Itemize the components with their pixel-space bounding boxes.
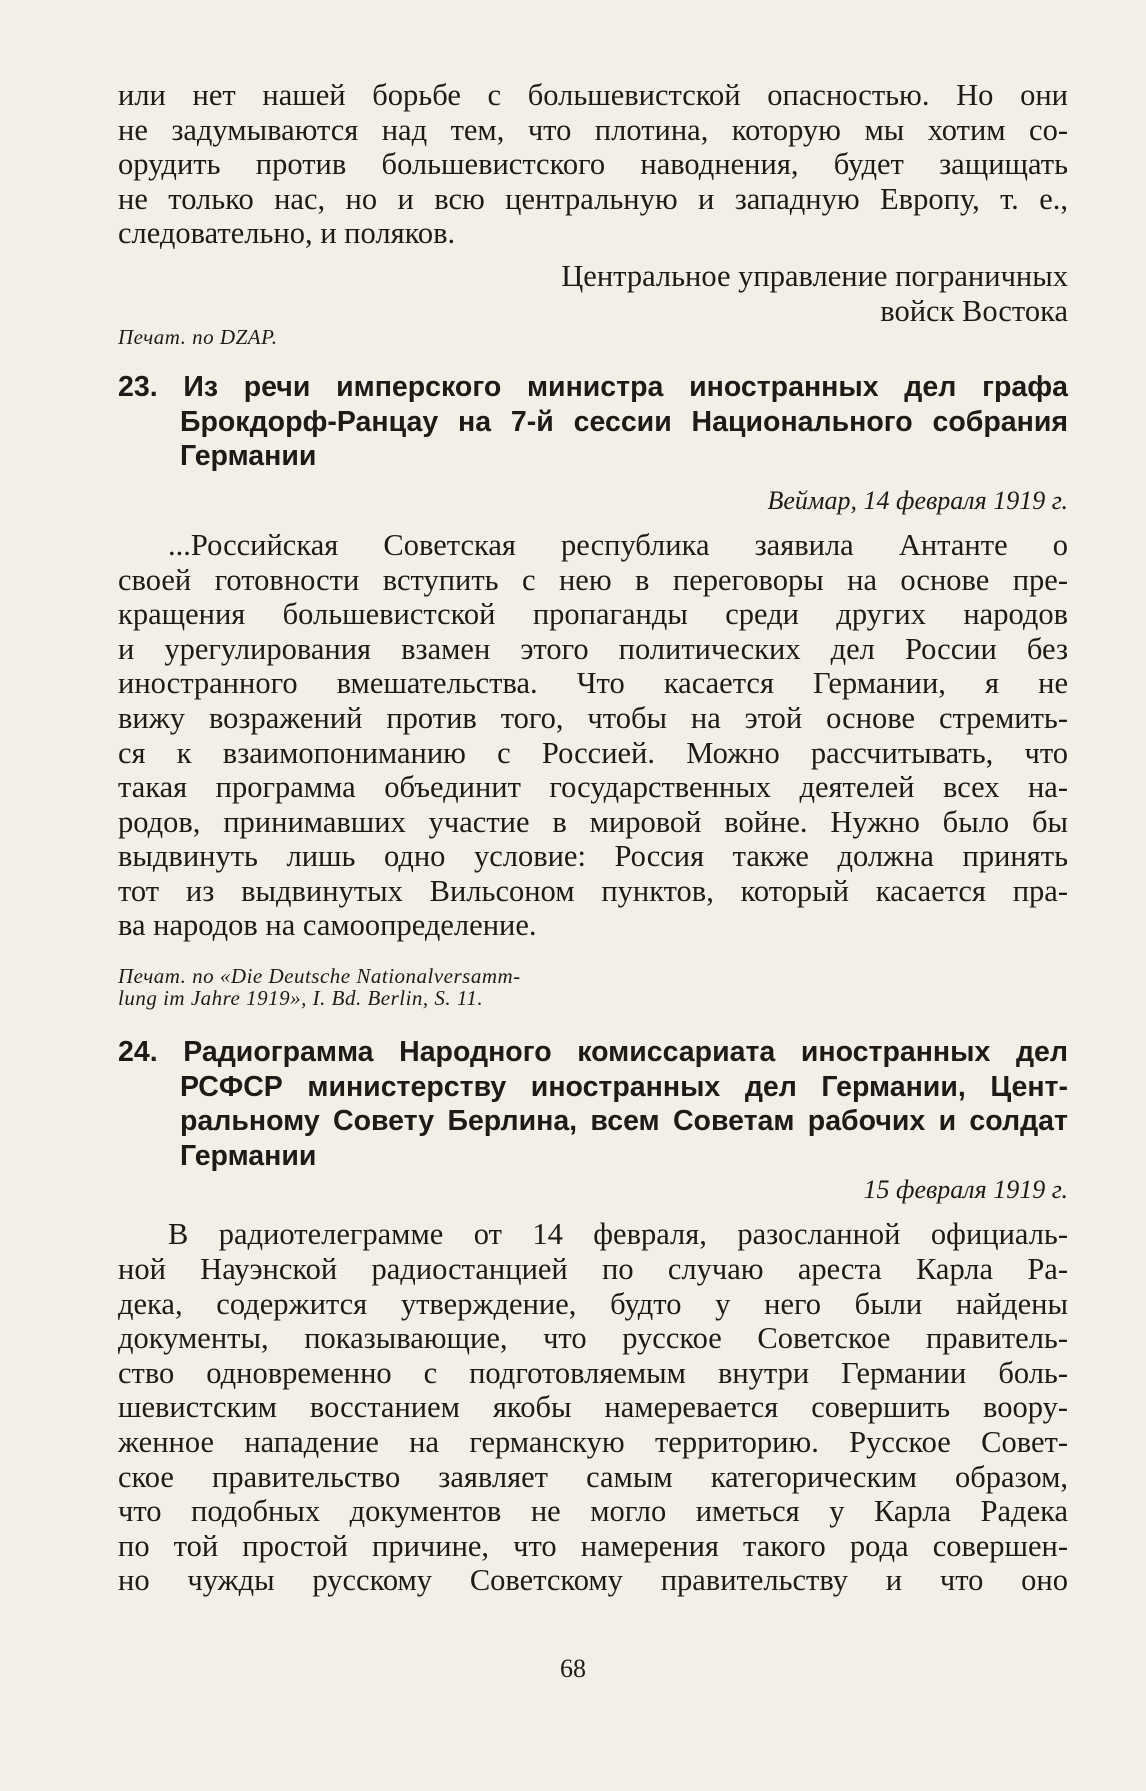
title-line: Брокдорф-Ранцау на 7-й сессии Национального собрания: [180, 405, 1068, 438]
text-line: или нет нашей борьбе с большевистской опасностью. Но они: [118, 78, 1068, 112]
text-line: по той простой причине, что намерения такого рода совершен-: [118, 1528, 1068, 1563]
text-line: женное нападение на германскую территорию. Русское Совет-: [118, 1425, 1068, 1459]
text-line: родов, принимавших участие в мировой войне. Нужно было бы: [118, 804, 1068, 839]
text-line: своей готовности вступить с нею в переговоры на основе пре-: [118, 562, 1068, 597]
text-line: ...Российская Советская республика заявила Антанте о: [168, 527, 1068, 562]
text-line: иностранного вмешательства. Что касается Германии, я не: [118, 666, 1068, 701]
signature-line: войск Востока: [880, 293, 1068, 328]
intro-paragraph: [118, 78, 1068, 251]
text-line: ское правительство заявляет самым категорическим образом,: [118, 1459, 1068, 1494]
title-line: Германии: [180, 440, 317, 473]
text-line: такая программа объединит государственных деятелей всех на-: [118, 770, 1068, 805]
signature-line: Центральное управление пограничных: [561, 258, 1068, 293]
text-line: ной Науэнской радиостанцией по случаю ареста Карла Ра-: [118, 1252, 1068, 1287]
doc24-body: [118, 1217, 1068, 1598]
text-line: орудить против большевистского наводнения, будет защищать: [118, 147, 1068, 182]
text-line: ва народов на самоопределение.: [118, 908, 537, 943]
text-line: не только нас, но и всю центральную и западную Европу, т. е.,: [118, 181, 1068, 216]
title-line: 24. Радиограмма Народного комиссариата иностранных дел: [118, 1036, 1068, 1069]
document-page: [118, 78, 1068, 1598]
text-line: но чужды русскому Советскому правительству и что оно: [118, 1563, 1068, 1598]
text-line: и урегулирования взамен этого политических дел России без: [118, 631, 1068, 666]
title-line: 23. Из речи имперского министра иностранных дел графа: [118, 371, 1068, 404]
text-line: дека, содержится утверждение, будто у него были найдены: [118, 1286, 1068, 1321]
text-line: вижу возражений против того, чтобы на этой основе стремить-: [118, 700, 1068, 735]
doc23-body: [118, 528, 1068, 943]
doc23-source: [118, 965, 1068, 1009]
source-note: Печат. по «Die Deutsche Nationalversamm-: [118, 964, 521, 989]
text-line: следовательно, и поляков.: [118, 216, 456, 251]
title-line: РСФСР министерству иностранных дел Германии, Цент-: [180, 1070, 1068, 1103]
text-line: выдвинуть лишь одно условие: Россия также должна принять: [118, 839, 1068, 874]
page-number: 68: [560, 1654, 586, 1683]
title-line: ральному Совету Берлина, всем Советам рабочих и солдат: [180, 1105, 1068, 1138]
title-line: Германии: [180, 1139, 317, 1172]
source-note: lung im Jahre 1919», I. Bd. Berlin, S. 11.: [118, 986, 484, 1011]
doc23-title: [118, 370, 1068, 474]
text-line: кращения большевистской пропаганды среди других народов: [118, 597, 1068, 632]
text-line: что подобных документов не могло иметься у Карла Радека: [118, 1494, 1068, 1529]
text-line: документы, показывающие, что русское Советское правитель-: [118, 1321, 1068, 1356]
source-note: Печат. по DZAP.: [118, 325, 278, 350]
doc24-dateline: 15 февраля 1919 г.: [863, 1175, 1068, 1205]
text-line: ство одновременно с подготовляемым внутри Германии боль-: [118, 1355, 1068, 1390]
text-line: В радиотелеграмме от 14 февраля, разосланной официаль-: [168, 1217, 1068, 1252]
text-line: не задумываются над тем, что плотина, которую мы хотим со-: [118, 112, 1068, 147]
signature-block: [118, 259, 1068, 328]
doc23-dateline: Веймар, 14 февраля 1919 г.: [767, 485, 1068, 515]
doc24-title: [118, 1035, 1068, 1173]
text-line: тот из выдвинутых Вильсоном пунктов, который касается пра-: [118, 873, 1068, 908]
text-line: шевистским восстанием якобы намеревается совершить воору-: [118, 1390, 1068, 1425]
text-line: ся к взаимопониманию с Россией. Можно рассчитывать, что: [118, 735, 1068, 770]
